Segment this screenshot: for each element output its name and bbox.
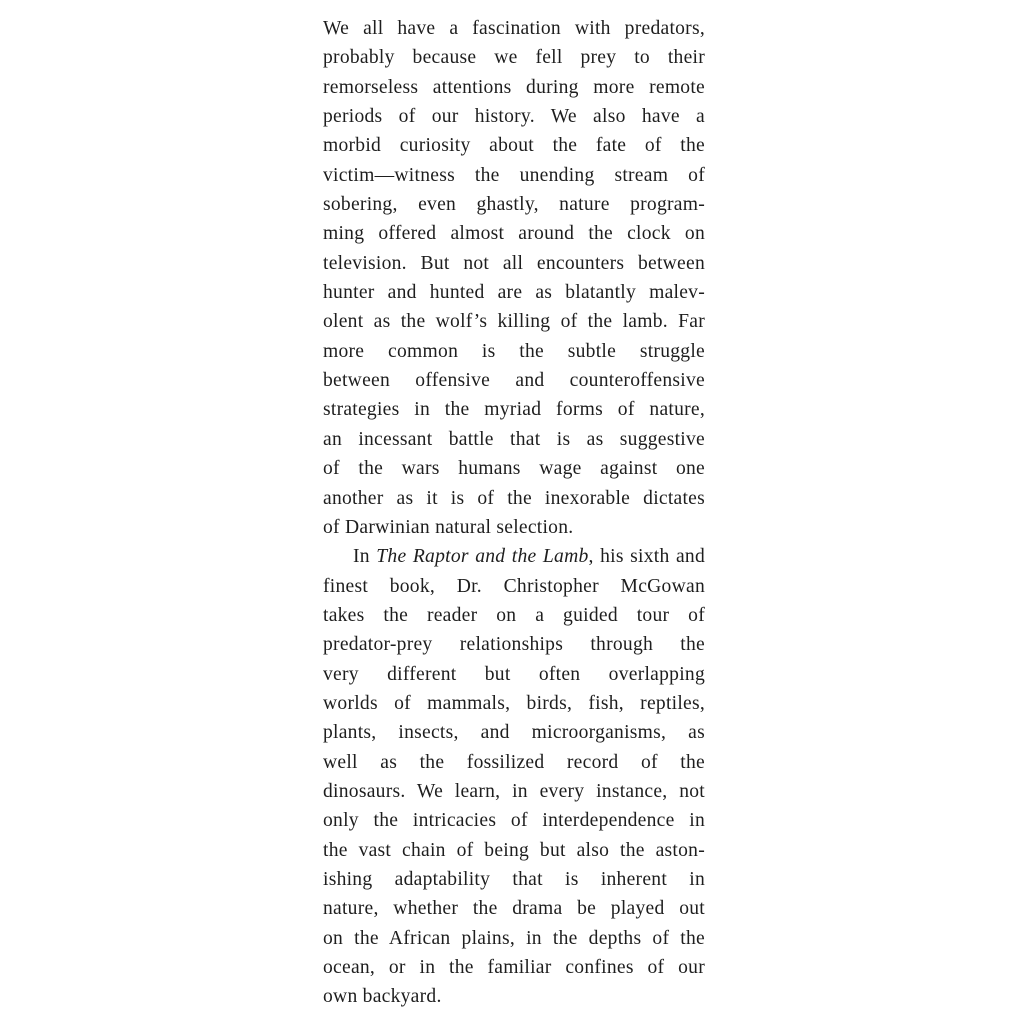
text-line: own backyard. (323, 986, 442, 1008)
text-line: between offensive and counteroffensive (323, 370, 705, 392)
text-line: takes the reader on a guided tour of (323, 604, 705, 626)
text-line: victim—witness the unending stream of (323, 164, 705, 186)
text-line: very different but often overlapping (323, 663, 705, 685)
text-line: an incessant battle that is as suggestive (323, 428, 705, 450)
text-line: plants, insects, and microorganisms, as (323, 722, 705, 744)
text-line: television. But not all encounters between (323, 252, 705, 274)
text-line: finest book, Dr. Christopher McGowan (323, 575, 705, 597)
text-line: remorseless attentions during more remote (323, 76, 705, 98)
book-title: The Raptor and the Lamb (376, 546, 589, 568)
text-line-with-title (323, 542, 705, 571)
text-line: only the intricacies of interdependence in (323, 810, 705, 832)
text-line: ming offered almost around the clock on (323, 223, 705, 245)
text-line: We all have a fascination with predators, (323, 18, 705, 39)
paragraph-1 (323, 14, 705, 542)
text-line: another as it is of the inexorable dictates (323, 487, 705, 509)
text-line: dinosaurs. We learn, in every instance, not (323, 780, 705, 802)
text-line: of Darwinian natural selection. (323, 516, 574, 538)
text-line: hunter and hunted are as blatantly malev- (323, 282, 705, 304)
description-text (323, 14, 705, 1012)
text-line: morbid curiosity about the fate of the (323, 135, 705, 157)
text-line: periods of our history. We also have a (323, 106, 705, 128)
text-line: strategies in the myriad forms of nature, (323, 399, 705, 421)
paragraph-2 (323, 542, 705, 1012)
text-line: nature, whether the drama be played out (323, 898, 705, 920)
text-line: worlds of mammals, birds, fish, reptiles, (323, 692, 705, 714)
text-line: on the African plains, in the depths of the (323, 927, 705, 949)
text-line: the vast chain of being but also the aston- (323, 839, 705, 861)
text-line: of the wars humans wage against one (323, 458, 705, 480)
text-line: ishing adaptability that is inherent in (323, 868, 705, 890)
text-line: olent as the wolf’s killing of the lamb. Far (323, 311, 705, 333)
text-line: sobering, even ghastly, nature program- (323, 194, 705, 216)
text-run: In (353, 546, 377, 568)
text-line: probably because we fell prey to their (323, 47, 705, 69)
text-line: ocean, or in the familiar confines of our (323, 957, 705, 978)
text-line: more common is the subtle struggle (323, 340, 705, 362)
text-line: well as the fossilized record of the (323, 751, 705, 773)
text-run: , his sixth and (588, 546, 705, 568)
text-line: predator-prey relationships through the (323, 634, 705, 656)
